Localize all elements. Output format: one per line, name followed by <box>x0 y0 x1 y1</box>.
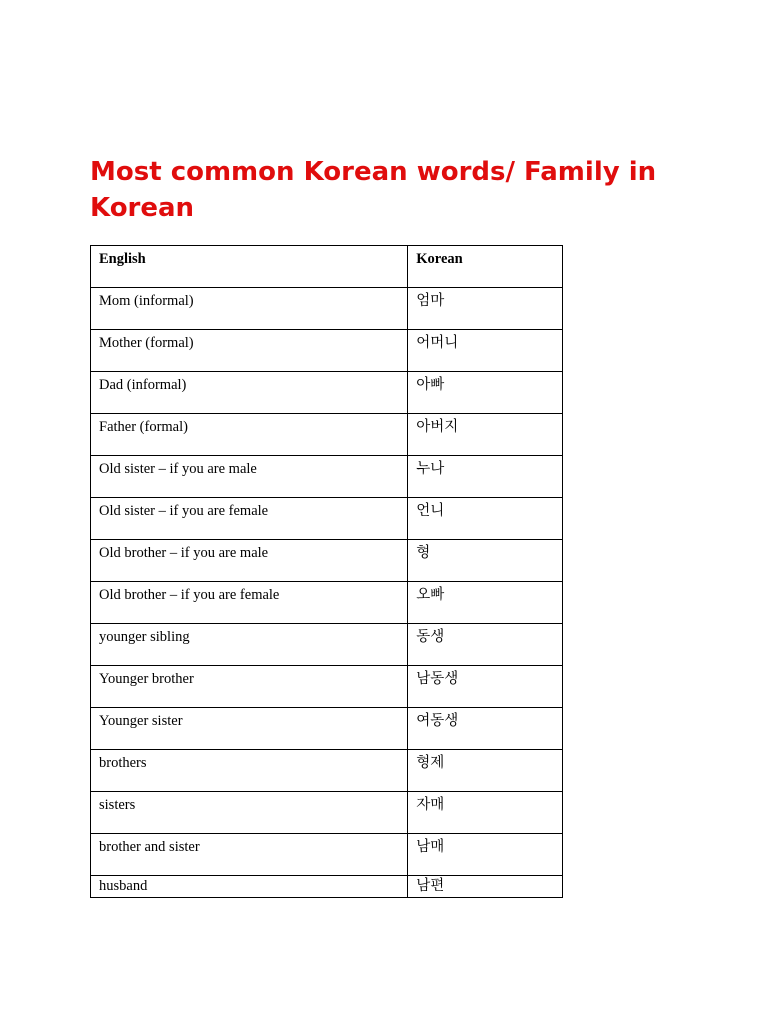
vocabulary-table-body <box>91 246 563 898</box>
table-row <box>91 834 563 876</box>
english-term-cell: Father (formal) <box>91 414 408 456</box>
korean-term-cell: 아버지 <box>408 414 563 456</box>
english-term-cell: Younger brother <box>91 666 408 708</box>
korean-term-cell: 동생 <box>408 624 563 666</box>
table-row <box>91 750 563 792</box>
table-row <box>91 792 563 834</box>
page-title: Most common Korean words/ Family in Korean <box>90 157 657 223</box>
table-row <box>91 330 563 372</box>
korean-term-cell: 여동생 <box>408 708 563 750</box>
english-term-cell: sisters <box>91 792 408 834</box>
table-row <box>91 666 563 708</box>
korean-term-cell: 아빠 <box>408 372 563 414</box>
table-row <box>91 540 563 582</box>
table-row <box>91 498 563 540</box>
korean-term-cell: 언니 <box>408 498 563 540</box>
english-term-cell: Old brother – if you are male <box>91 540 408 582</box>
korean-term-cell: 자매 <box>408 792 563 834</box>
korean-term-cell: 어머니 <box>408 330 563 372</box>
english-term-cell: brother and sister <box>91 834 408 876</box>
english-term-cell: Old sister – if you are male <box>91 456 408 498</box>
english-term-cell: Old brother – if you are female <box>91 582 408 624</box>
column-header-english: English <box>91 246 408 288</box>
table-row <box>91 372 563 414</box>
table-row <box>91 876 563 898</box>
column-header-korean: Korean <box>408 246 563 288</box>
table-row <box>91 456 563 498</box>
korean-term-cell: 남매 <box>408 834 563 876</box>
english-term-cell: Mom (informal) <box>91 288 408 330</box>
english-term-cell: Younger sister <box>91 708 408 750</box>
vocabulary-table <box>90 245 563 898</box>
korean-term-cell: 누나 <box>408 456 563 498</box>
table-row <box>91 582 563 624</box>
table-row <box>91 288 563 330</box>
english-term-cell: Mother (formal) <box>91 330 408 372</box>
english-term-cell: Old sister – if you are female <box>91 498 408 540</box>
korean-term-cell: 오빠 <box>408 582 563 624</box>
korean-term-cell: 형 <box>408 540 563 582</box>
english-term-cell: brothers <box>91 750 408 792</box>
korean-term-cell: 형제 <box>408 750 563 792</box>
english-term-cell: younger sibling <box>91 624 408 666</box>
english-term-cell: husband <box>91 876 408 898</box>
english-term-cell: Dad (informal) <box>91 372 408 414</box>
table-row <box>91 624 563 666</box>
table-row <box>91 708 563 750</box>
table-header-row <box>91 246 563 288</box>
korean-term-cell: 남편 <box>408 876 563 898</box>
korean-term-cell: 남동생 <box>408 666 563 708</box>
korean-term-cell: 엄마 <box>408 288 563 330</box>
table-row <box>91 414 563 456</box>
